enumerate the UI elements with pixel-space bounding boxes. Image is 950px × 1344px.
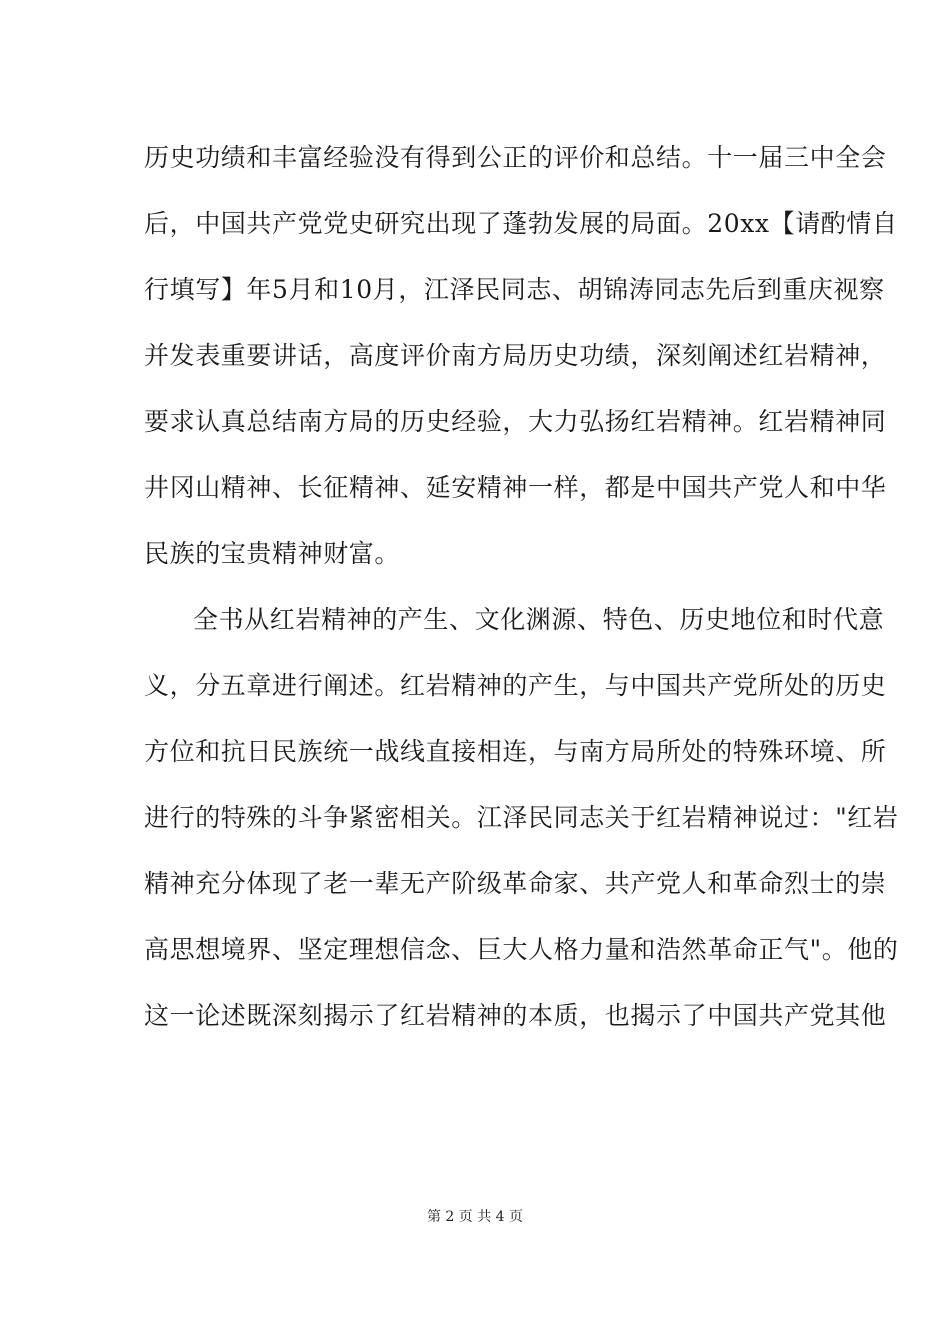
body-text-line: 历史功绩和丰富经验没有得到公正的评价和总结。十一届三中全会 <box>144 143 887 172</box>
body-text-line: 义，分五章进行阐述。红岩精神的产生，与中国共产党所处的历史 <box>144 671 887 700</box>
body-text-line: 这一论述既深刻揭示了红岩精神的本质，也揭示了中国共产党其他 <box>144 1001 887 1030</box>
body-text-line: 高思想境界、坚定理想信念、巨大人格力量和浩然革命正气"。他的 <box>144 935 899 964</box>
body-text-line: 井冈山精神、长征精神、延安精神一样，都是中国共产党人和中华 <box>144 473 887 502</box>
paragraph-first-line: 全书从红岩精神的产生、文化渊源、特色、历史地位和时代意 <box>193 605 885 634</box>
body-text-line: 方位和抗日民族统一战线直接相连，与南方局所处的特殊环境、所 <box>144 737 887 766</box>
body-text-line: 要求认真总结南方局的历史经验，大力弘扬红岩精神。红岩精神同 <box>144 407 887 436</box>
body-text-line: 后，中国共产党党史研究出现了蓬勃发展的局面。20xx【请酌情自 <box>144 209 898 238</box>
body-text-line: 民族的宝贵精神财富。 <box>144 539 401 568</box>
body-text-line: 并发表重要讲话，高度评价南方局历史功绩，深刻阐述红岩精神， <box>144 341 887 370</box>
body-text-line: 精神充分体现了老一辈无产阶级革命家、共产党人和革命烈士的崇 <box>144 869 887 898</box>
page-number-footer: 第 2 页 共 4 页 <box>426 1209 524 1225</box>
body-text-line: 行填写】年5月和10月，江泽民同志、胡锦涛同志先后到重庆视察 <box>144 275 885 304</box>
body-text-line: 进行的特殊的斗争紧密相关。江泽民同志关于红岩精神说过："红岩 <box>144 803 899 832</box>
